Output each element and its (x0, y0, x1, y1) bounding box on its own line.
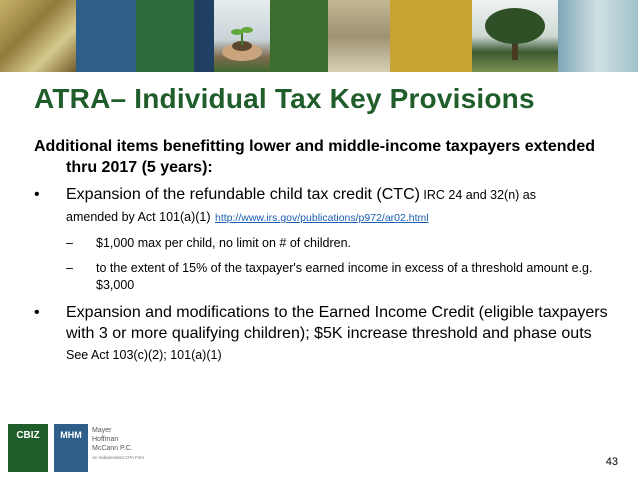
tree-icon (472, 0, 558, 72)
slide-content (34, 136, 614, 372)
irs-publication-link[interactable]: http://www.irs.gov/publications/p972/ar02.html (214, 212, 429, 224)
gold-color-tile (390, 0, 472, 72)
sub-bullet-text: $1,000 max per child, no limit on # of children. (96, 236, 351, 250)
cbiz-logo: CBIZ (8, 424, 48, 472)
bullet-glyph: • (34, 186, 40, 203)
building-photo (328, 0, 390, 72)
dash-glyph: – (66, 261, 73, 275)
intro-text: Additional items benefitting lower and middle-income taxpayers extended thru 2017 (5 years): (34, 138, 595, 176)
bullet-child-tax-credit (34, 184, 614, 229)
bullet-glyph: • (34, 304, 40, 321)
bullet-earned-income-credit (34, 302, 614, 366)
irc-reference: IRC 24 and 32(n) as (419, 188, 536, 202)
sub-bullet-earned-income (34, 260, 614, 294)
mhm-logo: MHM (54, 424, 88, 472)
blue-color-tile (76, 0, 136, 72)
tree-photo (472, 0, 558, 72)
sub-bullet-text: to the extent of 15% of the taxpayer's earned income in excess of a threshold amount e.g. $3,000 (96, 261, 593, 292)
slide-title: ATRA– Individual Tax Key Provisions (34, 83, 535, 114)
water-photo (558, 0, 638, 72)
dark-blue-color-tile (194, 0, 214, 72)
header-image-banner (0, 0, 638, 72)
footer-logos (8, 424, 144, 472)
bullet-main-text: Expansion of the refundable child tax credit (CTC) (66, 186, 420, 203)
mhm-firm-name: Mayer Hoffman McCann P.C. An Independent CPA Firm (92, 427, 144, 460)
dash-glyph: – (66, 236, 73, 250)
coins-photo (0, 0, 76, 72)
act-reference: See Act 103(c)(2); 101(a)(1) (66, 348, 222, 362)
green-color-tile-2 (270, 0, 328, 72)
bullet-main-text: Expansion and modifications to the Earned Income Credit (eligible taxpayers with 3 or more qualifying children); $5K increase threshold and phase outs (66, 304, 608, 342)
act-reference: amended by Act 101(a)(1) (66, 210, 211, 224)
green-color-tile (136, 0, 194, 72)
seedling-icon (214, 0, 270, 72)
hands-plant-photo (214, 0, 270, 72)
page-number: 43 (605, 456, 618, 468)
sub-bullet-max-per-child (34, 235, 614, 252)
